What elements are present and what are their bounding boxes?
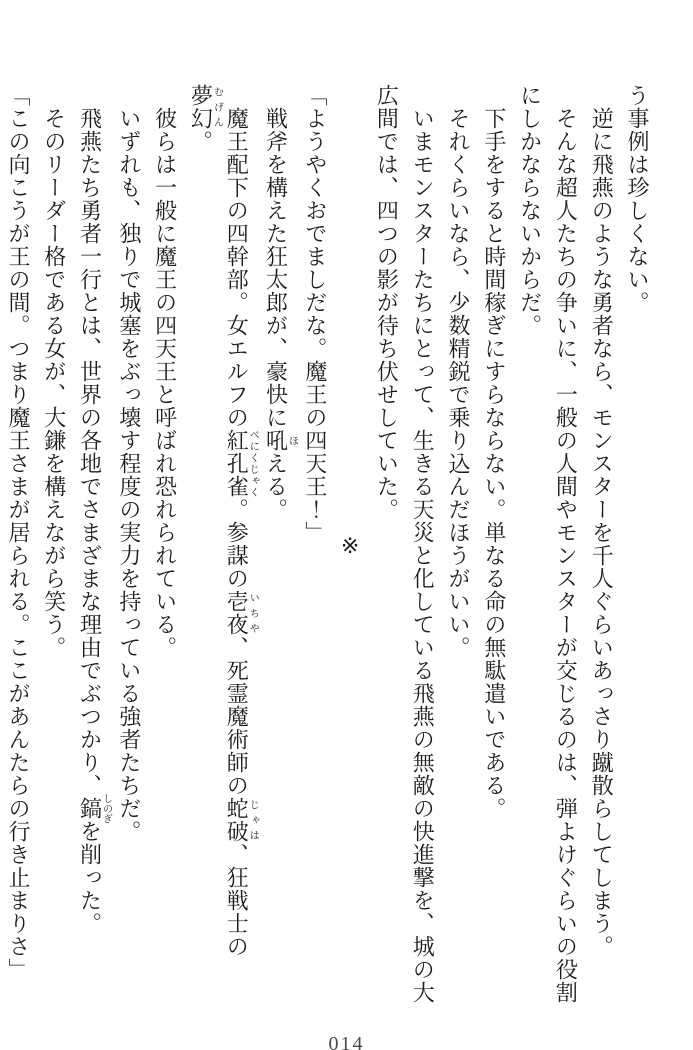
dialogue-line: 「ようやくおでましだな。魔王の四天王！」 bbox=[302, 84, 328, 544]
narration-line: それくらいなら、少数精鋭で乗り込んだほうがいい。 bbox=[446, 107, 472, 659]
furigana-term: 紅孔雀べにくじゃく bbox=[224, 429, 259, 498]
dialogue-line: 「この向こうが王の間。つまり魔王さまが居られる。ここがあんたらの行き止まりさ」 bbox=[5, 84, 31, 981]
narration-line: そんな超人たちの争いに、一般の人間やモンスターが交じるのは、弾よけぐらいの役割にしかならないからだ。 bbox=[517, 84, 579, 1004]
narration-line: いまモンスターたちにとって、生きる天災と化している飛燕の無敵の快進撃を、城の大広間では、四つの影が待ち伏せしていた。 bbox=[374, 84, 436, 1004]
section-separator: ※ bbox=[338, 534, 364, 560]
narration-line: 魔王配下の四幹部。女エルフの紅孔雀べにくじゃく。参謀の壱夜いちや、死霊魔術師の蛇破じゃは、狂戦士の夢幻むげん。 bbox=[188, 84, 259, 958]
furigana-term: 壱夜いちや bbox=[224, 590, 259, 636]
narration-line: う事例は珍しくない。 bbox=[625, 84, 650, 314]
narration-line: いずれも、独りで城塞をぶっ壊す程度の実力を持っている強者たちだ。 bbox=[116, 107, 142, 843]
narration-line: そのリーダー格である女が、大鎌を構えながら笑う。 bbox=[41, 107, 67, 659]
narration-line: 飛燕たち勇者一行とは、世界の各地でさまざまな理由でぶつかり、鎬しのぎを削った。 bbox=[77, 107, 112, 935]
narration-line: 戦斧を構えた狂太郎が、豪快に吼ほえる。 bbox=[263, 107, 298, 521]
furigana-term: 蛇破じゃは bbox=[224, 797, 259, 843]
furigana-term: 吼ほ bbox=[263, 429, 298, 452]
furigana-term: 鎬しのぎ bbox=[77, 793, 112, 824]
narration-line: 逆に飛燕のような勇者なら、モンスターを千人ぐらいあっさり蹴散らしてしまう。 bbox=[589, 107, 615, 958]
page-number: 014 bbox=[328, 1033, 365, 1050]
narration-line: 彼らは一般に魔王の四天王と呼ばれ恐れられている。 bbox=[152, 107, 178, 659]
furigana-term: 夢幻むげん bbox=[188, 84, 223, 130]
text-block bbox=[5, 84, 655, 1010]
narration-line: 下手をすると時間稼ぎにすらならない。単なる命の無駄遣いである。 bbox=[481, 107, 507, 820]
